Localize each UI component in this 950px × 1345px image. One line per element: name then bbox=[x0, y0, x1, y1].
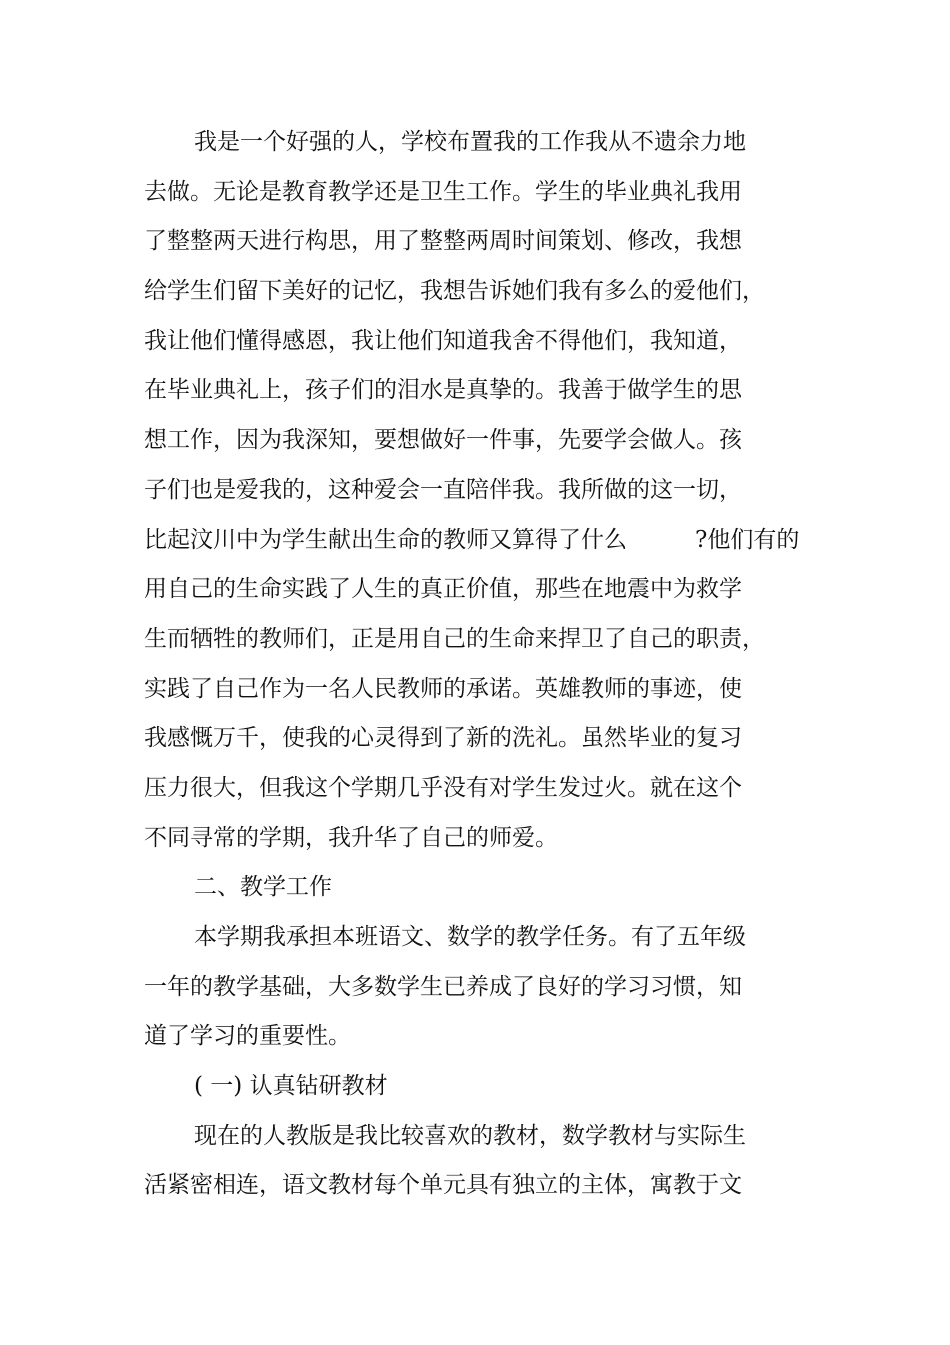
text-line: 我让他们懂得感恩，我让他们知道我舍不得他们，我知道， bbox=[144, 327, 742, 354]
text-line: 在毕业典礼上，孩子们的泪水是真挚的。我善于做学生的思 bbox=[144, 377, 742, 404]
text-line: 压力很大，但我这个学期几乎没有对学生发过火。就在这个 bbox=[144, 774, 742, 801]
section-heading: 二、教学工作 bbox=[194, 874, 332, 901]
text-line: 了整整两天进行构思，用了整整两周时间策划、修改，我想 bbox=[144, 228, 742, 255]
text-line: 本学期我承担本班语文、数学的教学任务。有了五年级 bbox=[194, 924, 746, 950]
text-line: 道了学习的重要性。 bbox=[144, 1023, 351, 1050]
text-line: 用自己的生命实践了人生的真正价值，那些在地震中为救学 bbox=[144, 576, 742, 603]
text-line: 我感慨万千，使我的心灵得到了新的洗礼。虽然毕业的复习 bbox=[144, 725, 742, 752]
text-line: 一年的教学基础，大多数学生已养成了良好的学习习惯，知 bbox=[144, 973, 742, 1000]
body-text bbox=[144, 118, 824, 1211]
text-line: 活紧密相连，语文教材每个单元具有独立的主体，寓教于文 bbox=[144, 1172, 742, 1199]
text-line: 我是一个好强的人，学校布置我的工作我从不遗余力地 bbox=[194, 129, 746, 155]
text-line: 给学生们留下美好的记忆，我想告诉她们我有多么的爱他们， bbox=[144, 278, 765, 305]
text-line: 去做。无论是教育教学还是卫生工作。学生的毕业典礼我用 bbox=[144, 178, 742, 205]
text-line: 生而牺牲的教师们，正是用自己的生命来捍卫了自己的职责， bbox=[144, 625, 765, 652]
subsection-heading: ( 一) 认真钻研教材 bbox=[194, 1073, 388, 1100]
text-line: 不同寻常的学期，我升华了自己的师爱。 bbox=[144, 824, 558, 851]
text-line: 子们也是爱我的，这种爱会一直陪伴我。我所做的这一切， bbox=[144, 476, 742, 503]
text-line: 想工作，因为我深知，要想做好一件事，先要学会做人。孩 bbox=[144, 427, 742, 454]
text-line bbox=[144, 516, 824, 566]
text-segment: ?他们有的 bbox=[695, 526, 800, 553]
text-line: 现在的人教版是我比较喜欢的教材，数学教材与实际生 bbox=[194, 1122, 746, 1149]
text-line: 实践了自己作为一名人民教师的承诺。英雄教师的事迹，使 bbox=[144, 675, 742, 702]
text-segment: 比起汶川中为学生献出生命的教师又算得了什么 bbox=[144, 526, 627, 553]
